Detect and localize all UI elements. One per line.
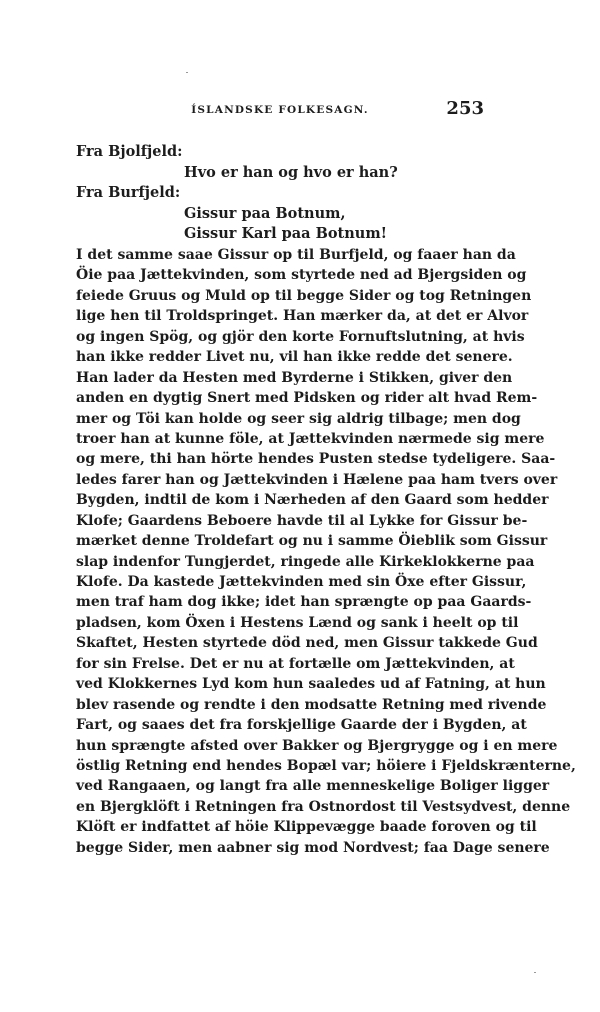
prose-line: hun sprængte afsted over Bakker og Bjergrygge og i en mere xyxy=(76,737,558,754)
prose-line: og ingen Spög, og gjör den korte Fornuftslutning, at hvis xyxy=(76,328,525,345)
verse-line: Gissur paa Botnum, xyxy=(184,204,346,222)
prose-line: Bygden, indtil de kom i Nærheden af den Gaard som hedder xyxy=(76,492,549,509)
page-header xyxy=(76,98,484,122)
print-speck xyxy=(186,72,188,73)
print-speck xyxy=(534,972,536,973)
prose-line: men traf ham dog ikke; idet han sprængte op paa Gaards- xyxy=(76,594,532,611)
prose-line: lige hen til Troldspringet. Han mærker da, at det er Alvor xyxy=(76,308,529,325)
page-number: 253 xyxy=(446,98,484,119)
prose-line: mærket denne Troldefart og nu i samme Öieblik som Gissur xyxy=(76,533,548,550)
prose-line: en Bjergklöft i Retningen fra Ostnordost til Vestsydvest, denne xyxy=(76,798,571,815)
prose-line: troer han at kunne föle, at Jættekvinden nærmede sig mere xyxy=(76,430,545,447)
prose-line: Öie paa Jættekvinden, som styrtede ned ad Bjergsiden og xyxy=(76,267,527,284)
prose-line: slap indenfor Tungjerdet, ringede alle Kirkeklokkerne paa xyxy=(76,553,535,570)
verse-line: Hvo er han og hvo er han? xyxy=(184,163,398,181)
verse-speaker-burfjeld: Fra Burfjeld: xyxy=(76,184,181,201)
prose-line: anden en dygtig Snert med Pidsken og rider alt hvad Rem- xyxy=(76,390,538,407)
prose-line: Han lader da Hesten med Byrderne i Stikken, giver den xyxy=(76,369,513,386)
prose-line: for sin Frelse. Det er nu at fortælle om Jættekvinden, at xyxy=(76,655,515,672)
verse-block xyxy=(76,142,496,245)
prose-line: Klofe; Gaardens Beboere havde til al Lykke for Gissur be- xyxy=(76,512,528,529)
verse-line: Gissur Karl paa Botnum! xyxy=(184,225,388,242)
prose-line: ved Klokkernes Lyd kom hun saaledes ud af Fatning, at hun xyxy=(76,676,546,693)
verse-speaker-bjolfjeld: Fra Bjolfjeld: xyxy=(76,143,183,160)
prose-line: Skaftet, Hesten styrtede död ned, men Gissur takkede Gud xyxy=(76,635,538,652)
prose-line: ved Rangaaen, og langt fra alle menneskelige Boliger ligger xyxy=(76,778,550,795)
prose-line: begge Sider, men aabner sig mod Nordvest; faa Dage senere xyxy=(76,839,550,856)
prose-line: feiede Gruus og Muld op til begge Sider og tog Retningen xyxy=(76,287,532,304)
prose-line: blev rasende og rendte i den modsatte Retning med rivende xyxy=(76,696,547,713)
prose-line: mer og Töi kan holde og seer sig aldrig tilbage; men dog xyxy=(76,410,521,427)
prose-line: I det samme saae Gissur op til Burfjeld, og faaer han da xyxy=(76,247,516,263)
prose-line: Fart, og saaes det fra forskjellige Gaarde der i Bygden, at xyxy=(76,717,527,734)
prose-line: ledes farer han og Jættekvinden i Hælene paa ham tvers over xyxy=(76,471,558,488)
running-head: ÍSLANDSKE FOLKESAGN. xyxy=(191,104,369,116)
prose-line: han ikke redder Livet nu, vil han ikke redde det senere. xyxy=(76,349,513,366)
prose-line: östlig Retning end hendes Bopæl var; höiere i Fjeldskrænterne, xyxy=(76,757,576,774)
prose-line: og mere, thi han hörte hendes Pusten stedse tydeligere. Saa- xyxy=(76,451,556,468)
prose-line: pladsen, kom Öxen i Hestens Lænd og sank i heelt op til xyxy=(76,614,519,631)
prose-line: Klöft er indfattet af höie Klippevægge baade foroven og til xyxy=(76,819,537,836)
prose-paragraph xyxy=(76,245,576,858)
prose-line: Klofe. Da kastede Jættekvinden med sin Öxe efter Gissur, xyxy=(76,574,527,590)
